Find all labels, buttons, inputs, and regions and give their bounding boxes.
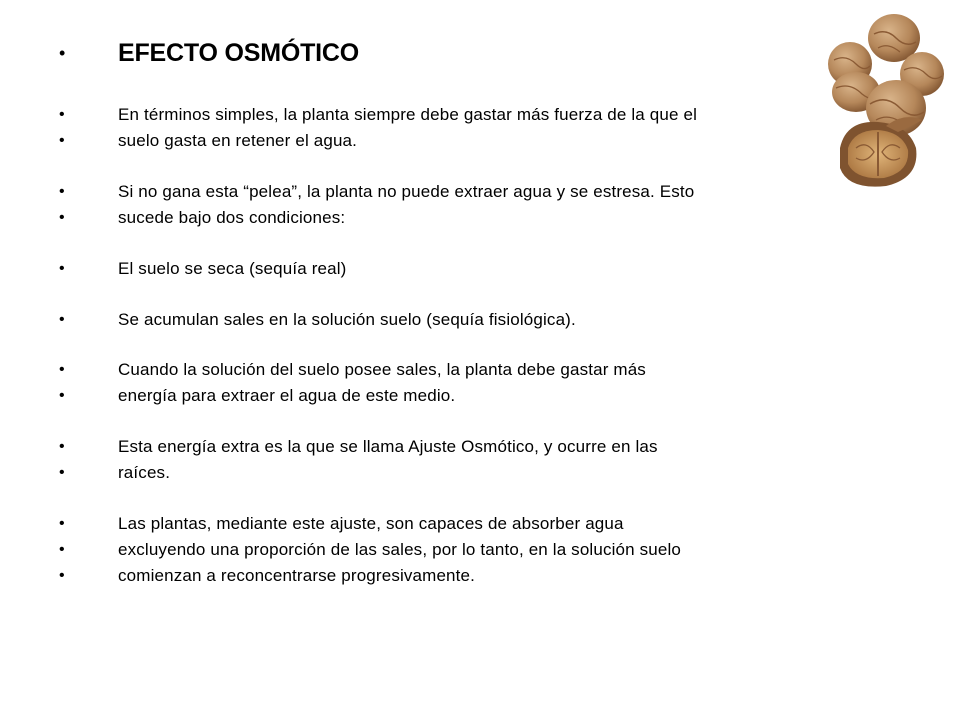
bullet-text: comienzan a reconcentrarse progresivamente. (118, 566, 476, 585)
bullet-text: Esta energía extra es la que se llama Ajuste Osmótico, y ocurre en las (118, 437, 658, 456)
bullet: • (59, 515, 65, 532)
bullet: • (59, 311, 65, 328)
bullet-line (0, 383, 800, 409)
bullet-text: sucede bajo dos condiciones: (118, 208, 346, 227)
bullet-text: Las plantas, mediante este ajuste, son capaces de absorber agua (118, 514, 624, 533)
bullet: • (59, 387, 65, 404)
slide-title-row (0, 38, 800, 67)
walnuts-image (826, 8, 948, 190)
bullet: • (59, 183, 65, 200)
bullet: • (59, 260, 65, 277)
bullet-text: Cuando la solución del suelo posee sales, la planta debe gastar más (118, 360, 646, 379)
bullet: • (59, 464, 65, 481)
bullet-text: suelo gasta en retener el agua. (118, 131, 358, 150)
bullet-text: En términos simples, la planta siempre debe gastar más fuerza de la que el (118, 105, 698, 124)
bullet-line (0, 563, 800, 589)
bullet-text: El suelo se seca (sequía real) (118, 259, 347, 278)
bullet-line (0, 357, 800, 383)
bullet: • (59, 132, 65, 149)
bullet-line (0, 537, 800, 563)
bullet-line (0, 307, 800, 333)
bullet-text: energía para extraer el agua de este medio. (118, 386, 456, 405)
bullet-line (0, 179, 800, 205)
bullet: • (59, 43, 66, 63)
bullet: • (59, 567, 65, 584)
bullet-line (0, 256, 800, 282)
bullet-text: raíces. (118, 463, 171, 482)
bullet-line (0, 128, 800, 154)
bullet-line (0, 102, 800, 128)
slide-title: EFECTO OSMÓTICO (118, 39, 359, 67)
bullet: • (59, 209, 65, 226)
bullet: • (59, 361, 65, 378)
bullet-line (0, 511, 800, 537)
bullet-line (0, 460, 800, 486)
bullet: • (59, 106, 65, 123)
bullet: • (59, 438, 65, 455)
bullet-text: excluyendo una proporción de las sales, por lo tanto, en la solución suelo (118, 540, 682, 559)
bullet-text: Se acumulan sales en la solución suelo (sequía fisiológica). (118, 310, 576, 329)
bullet-line (0, 434, 800, 460)
bullet-text: Si no gana esta “pelea”, la planta no puede extraer agua y se estresa. Esto (118, 182, 695, 201)
bullet-line (0, 205, 800, 231)
bullet: • (59, 541, 65, 558)
